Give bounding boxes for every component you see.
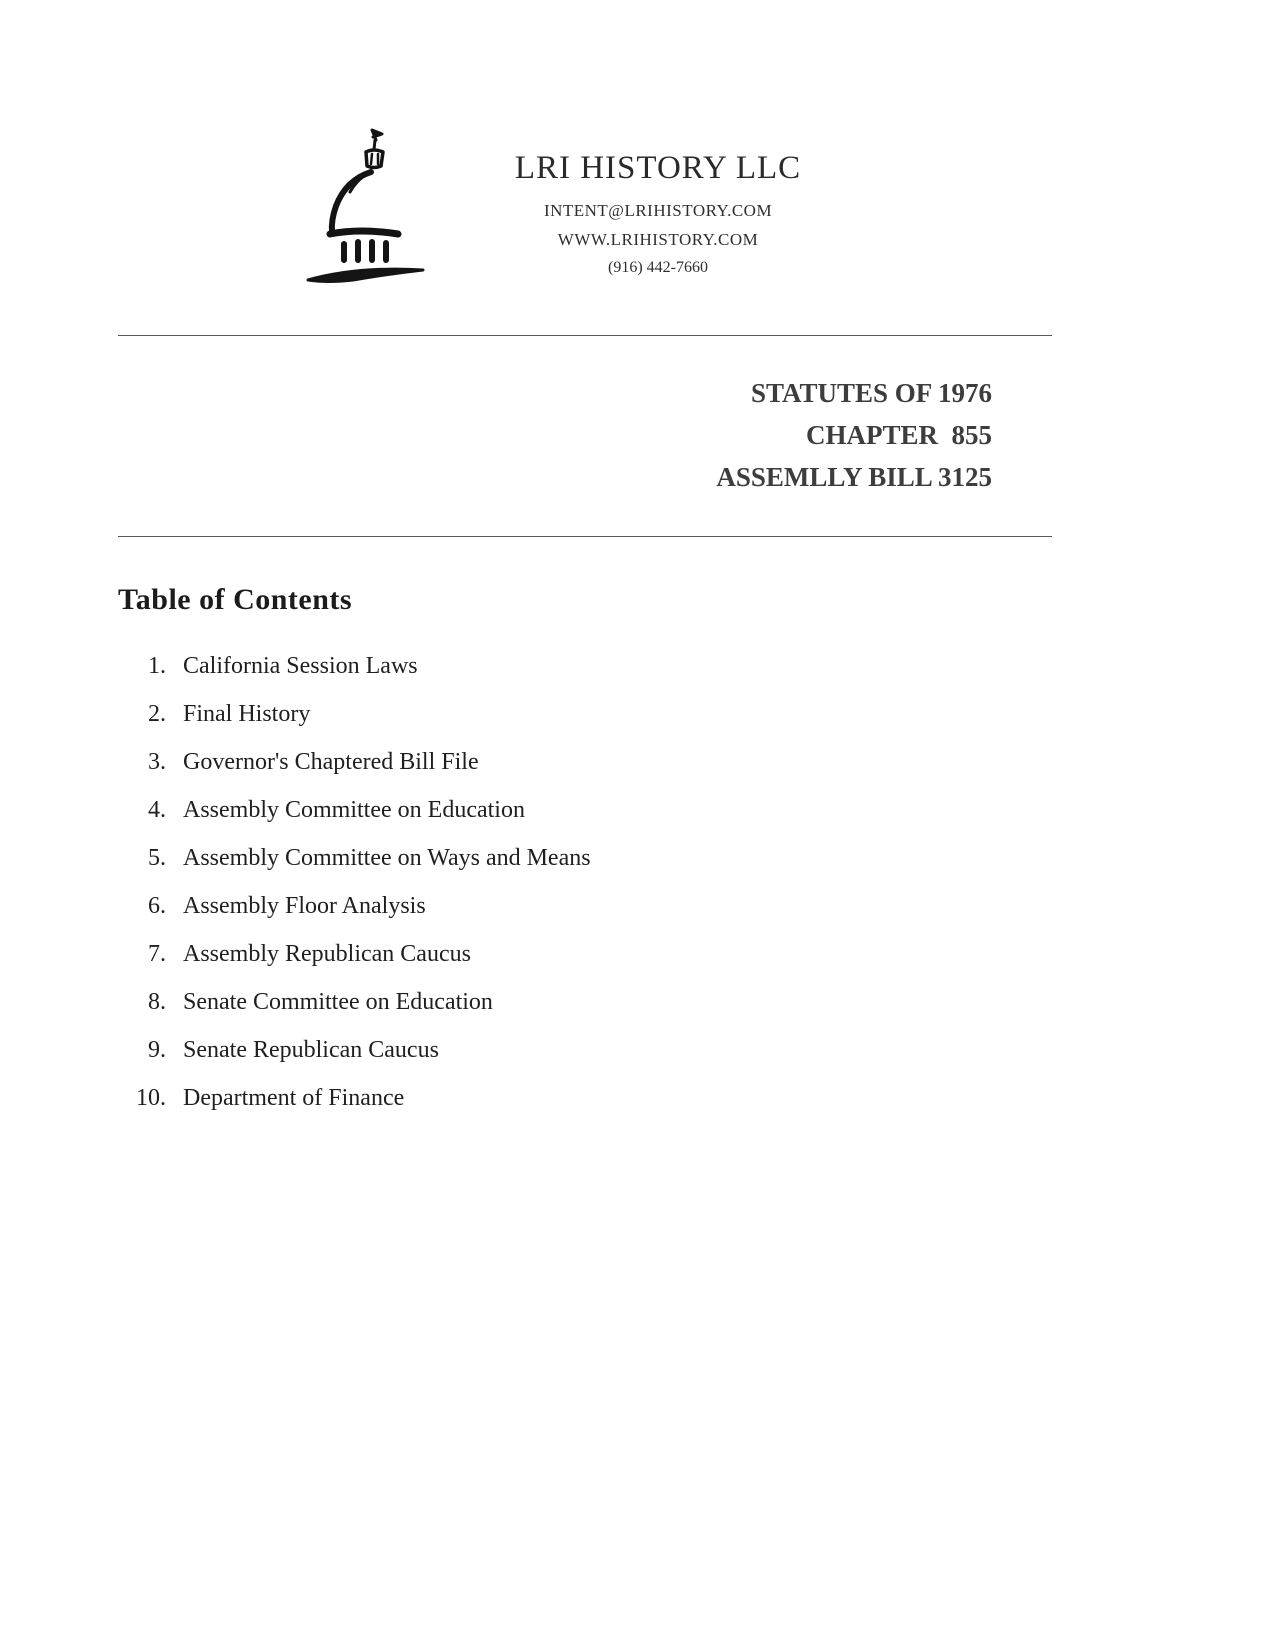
toc-item — [118, 797, 1052, 823]
toc-item-number: 9. — [148, 1037, 166, 1063]
toc-list — [118, 653, 1052, 1111]
document-content — [118, 0, 1052, 1133]
toc-item-label: Final History — [183, 701, 311, 727]
toc-item-label: Senate Committee on Education — [183, 989, 493, 1015]
toc-item-number: 5. — [148, 845, 166, 871]
toc-item — [118, 701, 1052, 727]
toc-item — [118, 749, 1052, 775]
toc-item-number: 1. — [148, 653, 166, 679]
toc-item — [118, 1085, 1052, 1111]
letterhead — [298, 128, 1052, 293]
toc-item — [118, 989, 1052, 1015]
toc-item-number: 8. — [148, 989, 166, 1015]
toc-item-number: 7. — [148, 941, 166, 967]
letterhead-text — [493, 150, 823, 277]
toc-heading: Table of Contents — [118, 583, 353, 616]
toc-item — [118, 845, 1052, 871]
company-phone: (916) 442-7660 — [608, 259, 708, 276]
toc-item-number: 2. — [148, 701, 166, 727]
toc-item — [118, 1037, 1052, 1063]
toc-item-number: 10. — [136, 1085, 166, 1111]
toc-item-label: Assembly Committee on Education — [183, 797, 525, 823]
toc-item — [118, 893, 1052, 919]
statutes-line: STATUTES OF 1976 — [750, 378, 992, 408]
capitol-building-logo-icon — [298, 128, 448, 293]
company-email: INTENT@LRIHISTORY.COM — [543, 201, 773, 220]
divider-bottom — [118, 536, 1052, 537]
toc-item-label: Department of Finance — [183, 1085, 405, 1111]
toc-item — [118, 653, 1052, 679]
toc-item-label: Assembly Floor Analysis — [183, 893, 426, 919]
toc-item-label: Governor's Chaptered Bill File — [183, 749, 479, 775]
divider-top — [118, 335, 1052, 336]
toc-item-label: Assembly Committee on Ways and Means — [183, 845, 591, 871]
company-website: WWW.LRIHISTORY.COM — [557, 230, 759, 249]
toc-item-label: California Session Laws — [183, 653, 418, 679]
toc-item-number: 3. — [148, 749, 166, 775]
toc-item-label: Senate Republican Caucus — [183, 1037, 439, 1063]
toc-item-number: 4. — [148, 797, 166, 823]
toc-item-label: Assembly Republican Caucus — [183, 941, 471, 967]
company-name: LRI HISTORY LLC — [514, 150, 802, 186]
bill-line: ASSEMLLY BILL 3125 — [716, 462, 992, 492]
toc-item-number: 6. — [148, 893, 166, 919]
toc-item — [118, 941, 1052, 967]
chapter-line: CHAPTER 855 — [805, 420, 992, 450]
title-block — [118, 372, 1052, 498]
